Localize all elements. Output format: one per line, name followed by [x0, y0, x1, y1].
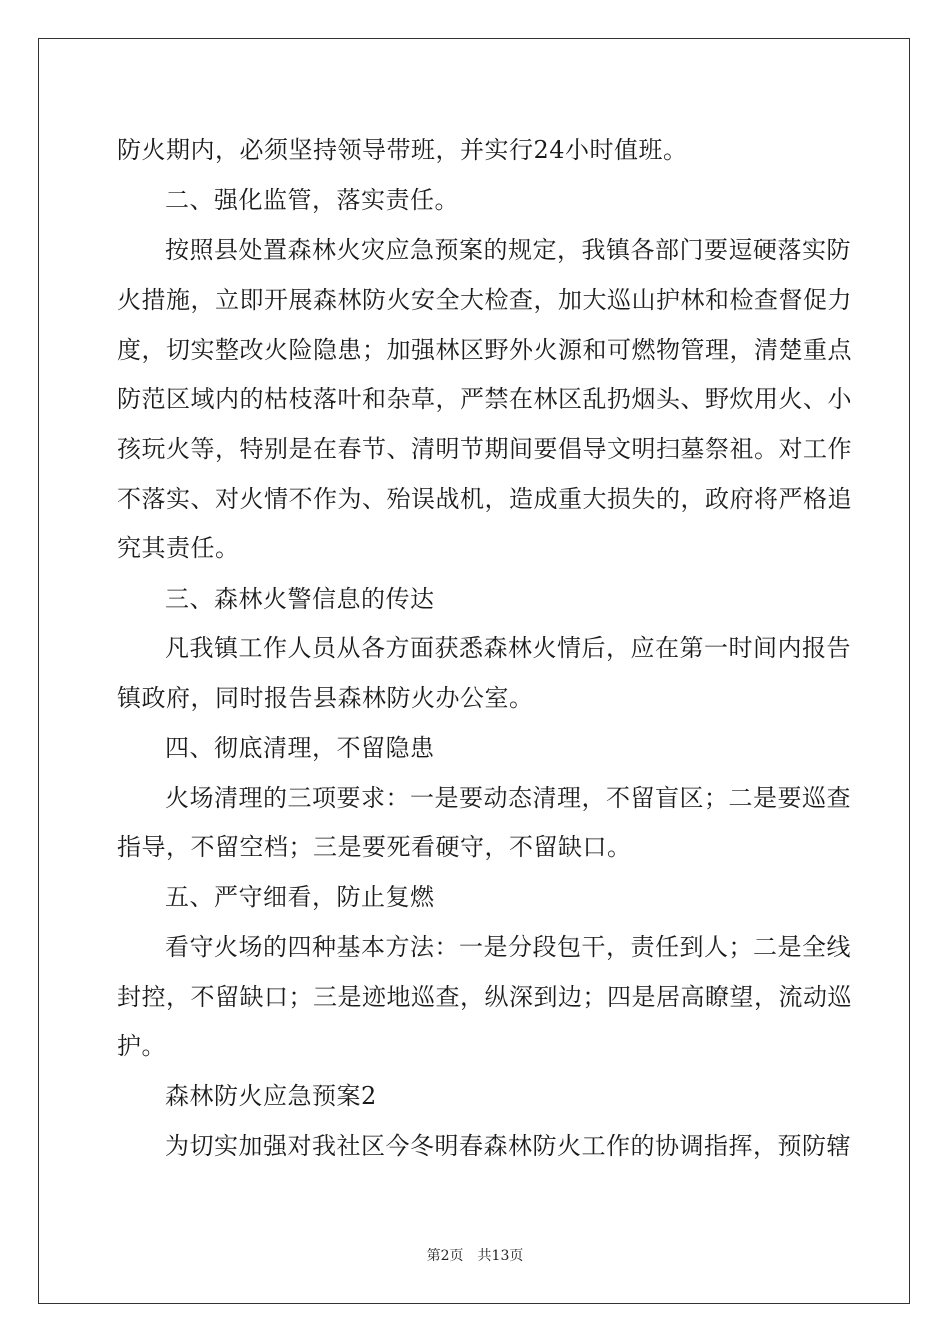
section-heading: 二、强化监管，落实责任。 [165, 186, 459, 214]
text-line: 看守火场的四种基本方法：一是分段包干，责任到人；二是全线 [165, 933, 851, 961]
text-line: 火场清理的三项要求：一是要动态清理，不留盲区；二是要巡查 [165, 784, 851, 812]
text-line: 度，切实整改火险隐患；加强林区野外火源和可燃物管理，清楚重点 [117, 336, 852, 364]
section-heading: 森林防火应急预案2 [165, 1082, 377, 1110]
text-line: 凡我镇工作人员从各方面获悉森林火情后，应在第一时间内报告 [165, 634, 851, 662]
section-heading: 五、严守细看，防止复燃 [165, 883, 435, 911]
text-line: 不落实、对火情不作为、殆误战机，造成重大损失的，政府将严格追 [117, 485, 852, 513]
text-line: 防范区域内的枯枝落叶和杂草，严禁在林区乱扔烟头、野炊用火、小 [117, 385, 852, 413]
text-line: 究其责任。 [117, 534, 240, 562]
page-footer [0, 1246, 950, 1266]
text-line: 按照县处置森林火灾应急预案的规定，我镇各部门要逗硬落实防 [165, 236, 851, 264]
text-line: 护。 [117, 1032, 166, 1060]
text-line: 指导，不留空档；三是要死看硬守，不留缺口。 [117, 833, 632, 861]
text-line: 镇政府，同时报告县森林防火办公室。 [117, 684, 534, 712]
text-line: 孩玩火等，特别是在春节、清明节期间要倡导文明扫墓祭祖。对工作 [117, 435, 852, 463]
section-heading: 三、森林火警信息的传达 [165, 585, 435, 613]
text-line: 防火期内，必须坚持领导带班，并实行24小时值班。 [117, 136, 688, 164]
page-total: 共13页 [477, 1248, 524, 1264]
section-heading: 四、彻底清理，不留隐患 [165, 734, 435, 762]
page-number: 第2页 [426, 1248, 464, 1264]
text-line: 为切实加强对我社区今冬明春森林防火工作的协调指挥，预防辖 [165, 1132, 851, 1160]
text-line: 火措施，立即开展森林防火安全大检查，加大巡山护林和检查督促力 [117, 286, 852, 314]
text-line: 封控，不留缺口；三是迹地巡查，纵深到边；四是居高瞭望，流动巡 [117, 983, 852, 1011]
